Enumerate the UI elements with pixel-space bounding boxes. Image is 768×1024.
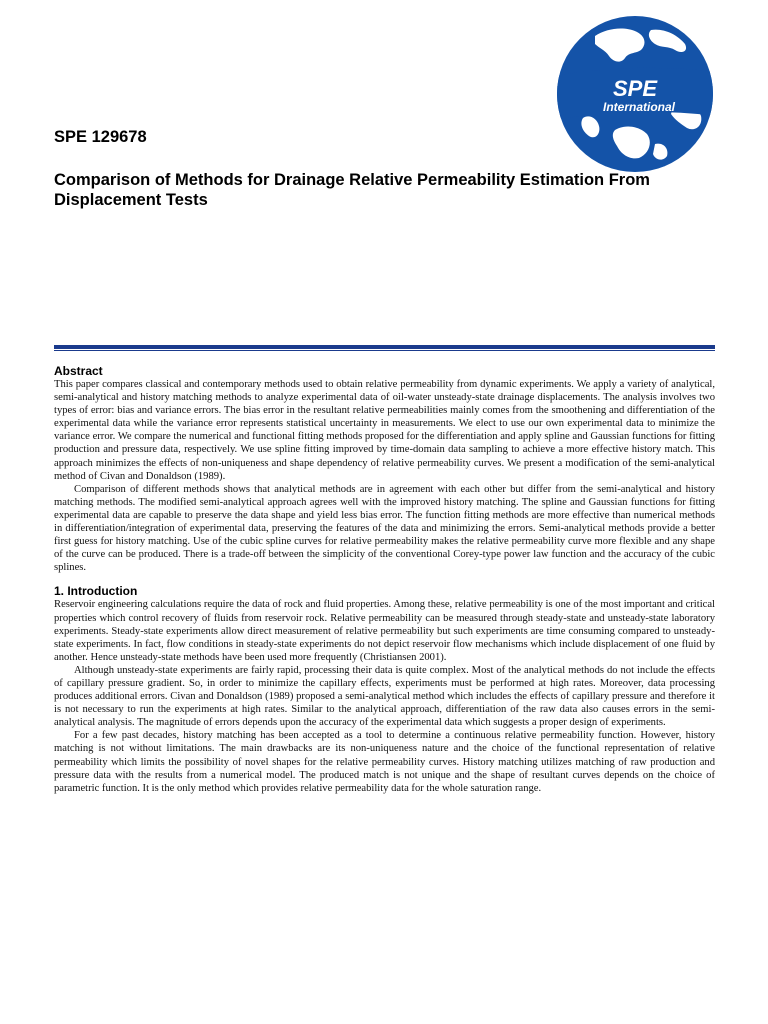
logo-brand-text: SPE (612, 76, 658, 101)
abstract-paragraph: This paper compares classical and contemporary methods used to obtain relative permeability from dynamic experiments. We apply a variety of analytical, semi-analytical and history matching methods to analyze experimental data of oil-water unsteady-state drainage displacements. The analysis involves two types of error: bias and variance errors. The bias error in the resultant relative permeabilities mainly comes from the smoothening and differentiation of the experimental data while the variance error represents statistical uncertainty in measurements. We elect to use our own experimental data to minimize the variance error. We compare the numerical and functional fitting methods proposed for the differentiation and apply spline and Gaussian functions for fitting production and pressure data, respectively. We use spline fitting improved by time-domain data sampling to achieve a more effective history match. This approach minimizes the effects of non-uniqueness and shape dependency of relative permeability curves. We present a modification of the semi-analytical method of Civan and Donaldson (1989). (54, 379, 715, 482)
introduction-paragraph: Reservoir engineering calculations require the data of rock and fluid properties. Among these, relative permeability is one of the most important and critical properties which control recovery of fluids from reservoir rock. Relative permeability can be measured through steady-state and unsteady-state laboratory experiments. Steady-state experiments allow direct measurement of relative permeability but such experiments are time consuming compared to unsteady-state experiments. In fact, flow conditions in steady-state experiments do not depict reservoir flow mechanisms which include displacement of one fluid by another. Hence unsteady-state methods have been used more frequently (Christiansen 2001). (54, 599, 715, 663)
introduction-paragraph: Although unsteady-state experiments are fairly rapid, processing their data is quite complex. Most of the analytical methods do not include the effects of capillary pressure gradient. So, in order to minimize the capillary effects, experiments must be performed at high rates. Moreover, data processing produces additional errors. Civan and Donaldson (1989) proposed a semi-analytical method which includes the effects of capillary pressure and therefore it is not necessary to run the experiments at high rates. Similar to the analytical approach, differentiation of the raw data also causes errors in the semi-analytical analysis. The magnitude of errors depends upon the accuracy of the experimental data which suggests a proper design of experiments. (54, 664, 715, 729)
introduction-section (54, 584, 715, 794)
paper-body (54, 364, 715, 795)
abstract-paragraph: Comparison of different methods shows that analytical methods are in agreement with each other but differ from the semi-analytical and history matching methods. The modified semi-analytical approach agrees well with the improved history matching. The spline and Gaussian functions for fitting experimental data are capable to preserve the data shape and yield less bias error. The function fitting methods are more effective than numerical methods in differentiation/integration of experimental data, preserving the features of the data and minimizing the errors. Semi-analytical methods provide a better first guess for history matching. Use of the cubic spline curves for relative permeability makes the relative permeability curve more flexible and any shape of the curve can be produced. There is a trade-off between the simplicity of the conventional Corey-type power law function and the accuracy of the cubic splines. (54, 483, 715, 574)
title-divider (54, 345, 715, 351)
abstract-section (54, 364, 715, 574)
paper-title: Comparison of Methods for Drainage Relative Permeability Estimation From Displacement Tests (54, 171, 650, 209)
abstract-heading: Abstract (54, 364, 103, 378)
introduction-heading: 1. Introduction (54, 584, 138, 599)
paper-number: SPE 129678 (54, 128, 147, 146)
spe-international-logo (555, 14, 715, 174)
introduction-paragraph: For a few past decades, history matching has been accepted as a tool to determine a continuous relative permeability function. However, history matching is not without limitations. The main drawbacks are its non-uniqueness nature and the choice of the functional representation of relative permeability which limits the possibility of novel shapes for the relative permeability curves. History matching utilizes matching of raw production and pressure data with the results from a numerical model. The produced match is not unique and the shape of resultant curves depends on the choice of parametric function. It is the only method which provides relative permeability data for the whole saturation range. (54, 730, 715, 794)
logo-sub-text: International (602, 100, 676, 114)
